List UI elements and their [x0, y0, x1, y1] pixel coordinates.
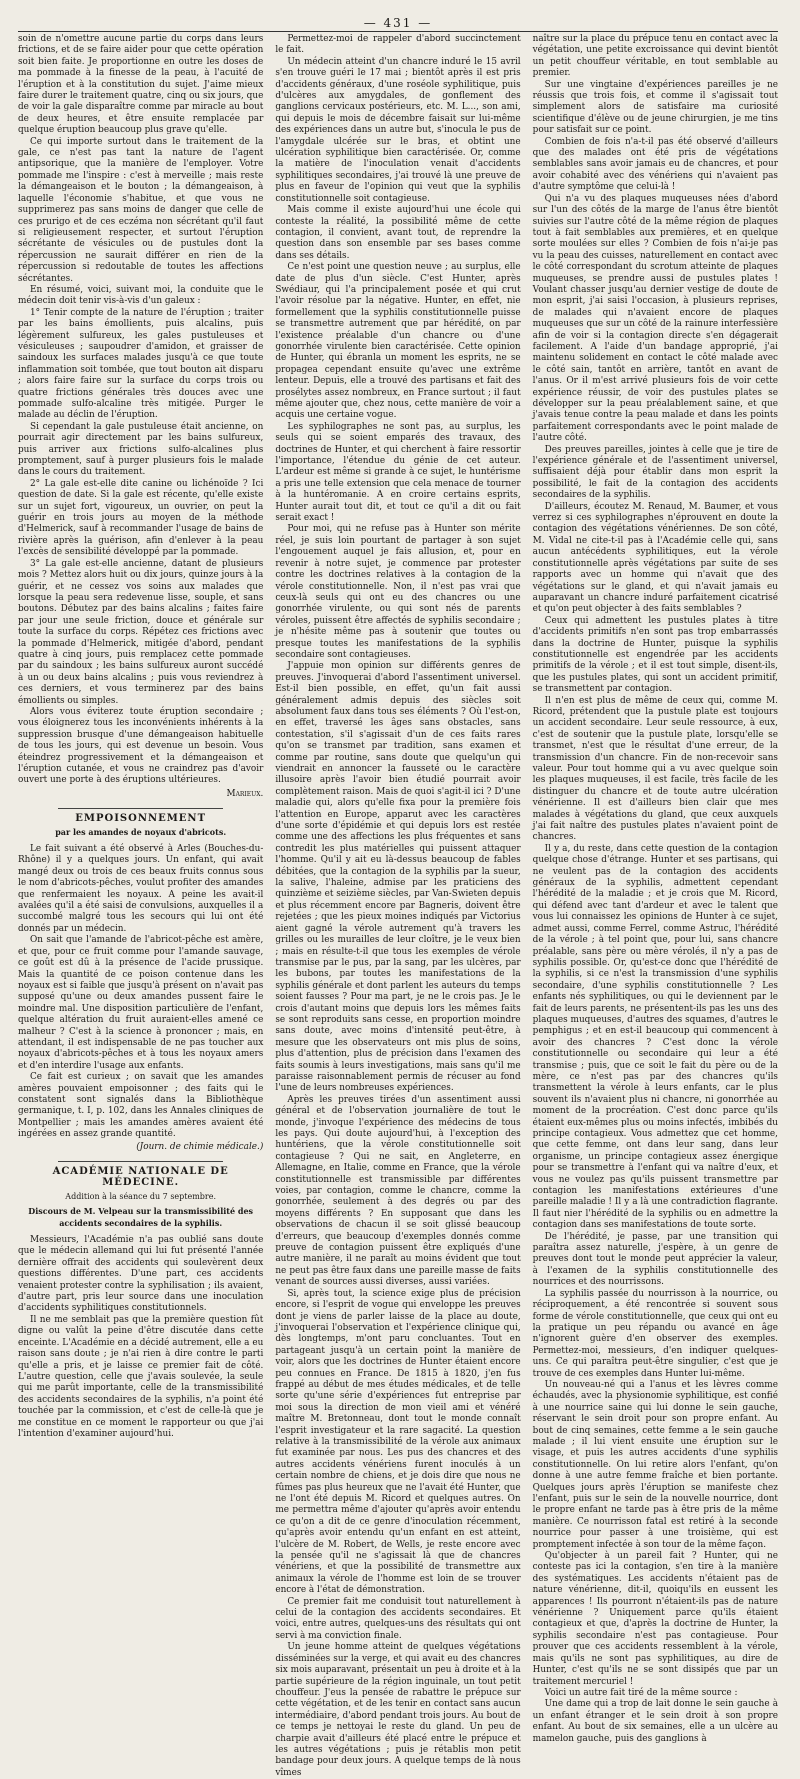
column-1 — [18, 34, 264, 1439]
paragraph: Il ne me semblait pas que la première question fût digne ou valût la peine d'être discutée dans cette enceinte. L'Académie en a décidé autrement, elle a eu raison sans doute ; je n'ai rien à dire contre le parti qu'elle a pris, et je laisse ce premier fait de côté. L'autre question, celle que j'avais soulevée, la seule qui me parût importante, celle de la transmissibilité des accidents secondaires de la syphilis, n'a point été touchée par la commission, et c'est de celle-là que je me constitue en ce moment le rapporteur ou que j'ai l'intention d'examiner aujourd'hui. — [18, 1314, 264, 1439]
section-divider — [58, 1161, 223, 1162]
paragraph: Combien de fois n'a-t-il pas été observé d'ailleurs que des malades ont été pris de végétations semblables sans avoir jamais eu de chancres, et pour avoir cohabité avec des vénériens qui n'avaient pas d'autre symptôme que celui-là ! — [532, 136, 778, 193]
paragraph: J'appuie mon opinion sur différents genres de preuves. J'invoquerai d'abord l'assentiment universel. Est-il bien possible, en effet, qu'un fait aussi généralement admis depuis des siècles soit absolument faux dans tous ses éléments ? Où l'est-on, en effet, traversé les âges sans obstacles, sans contestation, s'il s'agissait d'un de ces faits rares qu'on se transmet par tradition, sans examen et comme par routine, sans doute que quelqu'un qui viendrait en annoncer la fausseté ou le caractère illusoire après l'avoir bien étudié pourrait avoir complètement raison. Mais de quoi s'agit-il ici ? D'une maladie qui, alors qu'elle fixa pour la première fois l'attention en Europe, apparut avec les caractères d'une sorte d'épidémie et qui depuis lors est restée comme une des affections les plus fréquentes et sans contredit les plus matérielles qui puissent attaquer l'homme. Qu'il y ait eu là-dessus beaucoup de fables débitées, que la contagion de la syphilis par la sueur, la salive, l'haleine, admise par les praticiens des quinzième et seizième siècles, par Van-Swieten depuis et plus récemment encore par Bagneris, doivent être rejetées ; que les pieux moines indiqués par Victorius aient gagné la vérole autrement qu'à travers les grilles ou les murailles de leur cloître, je le veux bien ; mais en résulte-t-il que tous les exemples de vérole transmise par le pus, par la sang, par les ulcères, par les bubons, par toutes les manifestations de la syphilis générale et dont parlent les auteurs du temps soient fausses ? Pour ma part, je ne le crois pas. Je le crois d'autant moins que depuis lors les mêmes faits se sont reproduits sans cesse, en proportion moindre sans doute, avec moins d'intensité peut-être, à mesure que les observateurs ont mis plus de soins, plus d'attention, plus de précision dans l'examen des faits soumis à leurs investigations, mais sans qu'il me paraisse raisonnablement permis de récuser au fond l'une de leurs nombreuses expériences. — [275, 661, 521, 1094]
page-number: — 431 — — [363, 16, 433, 30]
paragraph: Voici un autre fait tiré de la même source : — [544, 1687, 738, 1698]
paragraph: Pour moi, qui ne refuse pas à Hunter son mérite réel, je suis loin pourtant de partager à son sujet l'engouement auquel je fais allusion, et, pour en revenir à notre sujet, je commence par protester contre les doctrines relatives à la contagion de la vérole constitutionnelle. Non, il n'est pas vrai que ceux-là seuls qui ont eu des chancres ou une gonorrhée virulente, ou qui sont nés de parents véroles, puissent être affectés de syphilis secondaire ; je n'hésite même pas à soutenir que toutes ou presque toutes les manifestations de la syphilis secondaire sont contagieuses. — [275, 524, 521, 660]
paragraph: naître sur la place du prépuce tenu en contact avec la végétation, une petite excroissance qui devint bientôt un petit chouffeur véritable, en tout semblable au premier. — [532, 34, 778, 79]
column-3 — [532, 34, 778, 1744]
paragraph: 3° La gale est-elle ancienne, datant de plusieurs mois ? Mettez alors huit ou dix jours, quinze jours à la guérir, et ne cessez vos soins aux malades que lorsque la peau sera redevenue lisse, souple, et sans boutons. Débutez par des bains alcalins ; faites faire par jour une seule friction, douce et générale sur toute la surface du corps. Répétez ces frictions avec la pommade d'Helmerick, mitigée d'abord, pendant quatre à cinq jours, puis remplacez cette pommade par du saindoux ; les bains sulfureux auront succédé à un ou deux bains alcalins ; puis vous reviendrez à ces derniers, et vous terminerez par des bains émollients ou simples. — [18, 558, 264, 706]
paragraph: Un nouveau-né qui a l'anus et les lèvres comme échaudés, avec la physionomie syphilitique, est confié à une nourrice saine qui lui donne le sein gauche, réservant le sein droit pour son propre enfant. Au bout de cinq semaines, cette femme a le sein gauche malade ; il lui vient ensuite une éruption sur le visage, et puis les autres accidents d'une syphilis constitutionnelle. On lui retire alors l'enfant, qu'on donne à une autre femme fraîche et bien portante. Quelques jours après l'éruption se manifeste chez l'enfant, puis sur le sein de la nouvelle nourrice, dont le propre enfant ne tarde pas à être pris de la même manière. Ce nourrisson fatal est retiré à la seconde nourrice pour passer à une troisième, qui est promptement infectée à son tour de la même façon. — [532, 1379, 778, 1550]
paragraph: Après les preuves tirées d'un assentiment aussi général et de l'observation journalière de tout le monde, j'invoque l'expérience des médecins de tous les pays. Qui doute aujourd'hui, à l'exception des huntériens, que la vérole constitutionnelle soit contagieuse ? Qui ne sait, en Angleterre, en Allemagne, en Italie, comme en France, que la vérole constitutionnelle est transmissible par différentes voies, par contagion, comme le chancre, comme la gonorrhée, seulement à des degrés ou par des moyens différents ? En supposant que dans les observations de chacun il se soit glissé beaucoup d'erreurs, que beaucoup d'exemples donnés comme preuve de contagion puissent être expliqués d'une autre manière, il ne paraît au moins évident que tout ne peut pas être faux dans une pareille masse de faits venant de sources aussi diverses, aussi variées. — [275, 1094, 521, 1288]
paragraph: Si cependant la gale pustuleuse était ancienne, on pourrait agir directement par les bains sulfureux, puis arriver aux frictions sulfo-alcalines plus promptement, sauf à purger plusieurs fois le malade dans le cours du traitement. — [18, 421, 264, 478]
paragraph: Mais comme il existe aujourd'hui une école qui conteste la réalité, la possibilité même de cette contagion, il convient, avant tout, de reprendre la question dans son ensemble par ses bases comme dans ses détails. — [275, 205, 521, 261]
paragraph: Sur une vingtaine d'expériences pareilles je ne réussis que trois fois, et comme il s'agissait tout simplement alors de satisfaire ma curiosité scientifique d'élève ou de jeune chirurgien, je me tins pour satisfait sur ce point. — [532, 79, 778, 136]
paragraph: Si, après tout, la science exige plus de précision encore, si l'esprit de vogue qui enveloppe les preuves dont je viens de parler laisse de la place au doute, j'invoquerai l'observation et l'expérience clinique qui, dès longtemps, m'ont paru concluantes. Tout en partageant jusqu'à un certain point la manière de voir, alors que les doctrines de Hunter étaient encore peu connues en France. De 1815 à 1820, j'en fus frappé au début de mes études médicales, et de telle sorte qu'une série d'expériences fut entreprise par moi sous la direction de mon vieil ami et vénéré maître M. Bretonneau, dont tout le monde connaît l'esprit investigateur et la rare sagacité. La question relative à la transmissibilité de la vérole aux animaux fut examinée par nous. Les pus des chancres et des autres accidents vénériens furent inoculés à un certain nombre de chiens, et je dois dire que nous ne fûmes pas plus heureux que ne l'avait été Hunter, que ne l'ont été depuis M. Ricord et quelques autres. On me permettra même d'ajouter qu'après avoir entendu ce qu'on a dit de ce genre d'inoculation récemment, qu'après avoir entendu qu'un enfant en est atteint, l'ulcère de M. Robert, de Wells, je reste encore avec la pensée qu'il ne s'agissait là que de chancres vénériens, et que la possibilité de transmettre aux animaux la vérole de l'homme est loin de se trouver encore à l'état de démonstration. — [275, 1288, 521, 1596]
paragraph: Les syphilographes ne sont pas, au surplus, les seuls qui se soient emparés des travaux, des doctrines de Hunter, et qui cherchent à faire ressortir l'importance, l'étendue du génie de cet auteur. L'ardeur est même si grande à ce sujet, le huntérisme a pris une telle extension que cela menace de tourner à la huntéromanie. A en croire certains esprits, Hunter aurait tout dit, et tout ce qu'il a dit ou fait serait exact ! — [275, 421, 521, 524]
section-subtitle: par les amandes de noyaux d'abricots. — [55, 826, 227, 837]
paragraph: Ceux qui admettent les pustules plates à titre d'accidents primitifs n'en sont pas trop embarrassés dans la doctrine de Hunter, puisque la syphilis constitutionnelle est engendrée par les accidents primitifs de la vérole ; et il est tout simple, disent-ils, que les pustules plates, qui sont un accident primitif, se transmettent par contagion. — [532, 615, 778, 695]
paragraph: Un médecin atteint d'un chancre induré le 15 avril s'en trouve guéri le 17 mai ; bientôt après il est pris d'accidents généraux, d'une roséole syphilitique, puis d'ulcères aux amygdales, de gonflement des ganglions cervicaux postérieurs, etc. M. L..., son ami, qui depuis le mois de décembre faisait sur lui-même des expériences dans un autre but, s'inocula le pus de l'amygdale ulcérée sur le bras, et obtint une ulcération syphilitique bien caractérisée. Or, comme la matière de l'inoculation venait d'accidents syphilitiques secondaires, j'ai trouvé là une preuve de plus en faveur de l'opinion qui veut que la syphilis constitutionnelle soit contagieuse. — [275, 56, 521, 204]
paragraph: Alors vous éviterez toute éruption secondaire ; vous éloignerez tous les inconvénients inhérents à la suppression brusque d'une démangeaison habituelle de tous les jours, qui est devenue un besoin. Vous éteindrez progressivement et la démangeaison et l'éruption cutanée, et vous ne craindrez pas d'avoir ouvert une porte à des éruptions ultérieures. — [18, 706, 264, 786]
section-subtitle: Addition à la séance du 7 septembre. — [65, 1191, 217, 1201]
section-title: ACADÉMIE NATIONALE DE MÉDECINE. — [52, 1166, 229, 1189]
section-divider — [58, 808, 223, 809]
paragraph: Ce qui importe surtout dans le traitement de la gale, ce n'est pas tant la nature de l'agent antipsorique, que la manière de l'employer. Votre pommade me l'inspire : c'est à merveille ; mais reste la démangeaison et le bouton ; la démangeaison, à laquelle l'économie s'habitue, et que vous ne supprimerez pas sans moins de danger que celle de ces prurigo et de ces eczéma non sécrétant qu'il faut si religieusement respecter, et surtout l'éruption sécrétante de vésicules ou de pustules dont la répercussion ne saurait différer en rien de la répercussion si redoutable de toutes les affections sécrétantes. — [18, 136, 264, 284]
paragraph: 1° Tenir compte de la nature de l'éruption ; traiter par les bains émollients, puis alcalins, puis légèrement sulfureux, les gales pustuleuses et vésiculeuses ; saupoudrer d'amidon, et graisser de saindoux les surfaces malades jusqu'à ce que toute inflammation soit tombée, que tout bouton ait disparu ; alors faire faire sur la surface du corps trois ou quatre frictions générales très douces avec une pommade sulfo-alcaline très mitigée. Purger le malade au déclin de l'éruption. — [18, 307, 264, 421]
paragraph: De l'hérédité, je passe, par une transition qui paraîtra assez naturelle, j'espère, à un genre de preuves dont tout le monde peut apprécier la valeur, à l'examen de la syphilis constitutionnelle des nourrices et des nourrissons. — [532, 1231, 778, 1288]
signature: Marieux. — [226, 788, 264, 799]
paragraph: Il y a, du reste, dans cette question de la contagion quelque chose d'étrange. Hunter et ses partisans, qui ne veulent pas de la contagion des accidents généraux de la syphilis, admettent cependant l'hérédité de la maladie ; et je crois que M. Ricord, qui défend avec tant d'ardeur et avec le talent que vous lui connaissez les opinions de Hunter à ce sujet, admet aussi, comme Ferrel, comme Astruc, l'hérédité de la vérole ; à tel point que, pour lui, sans chancre préalable, sans père ou mère vérolés, il n'y a pas de syphilis possible. Or, qu'est-ce donc que l'hérédité de la syphilis, si ce n'est la transmission d'une syphilis secondaire, d'une syphilis constitutionnelle ? Les enfants nés syphilitiques, ou qui le deviennent par le fait de leurs parents, ne présentent-ils pas les uns des plaques muqueuses, d'autres des squames, d'autres le pemphigus ; et en est-il beaucoup qui commencent à avoir des chancres ? C'est donc la vérole constitutionnelle ou secondaire qui leur a été transmise ; puis, que ce soit le fait du père ou de la mère, ce n'est pas par des chancres qu'ils transmettent la vérole à leurs enfants, car le plus souvent ils n'avaient plus ni chancre, ni gonorrhée au moment de la procréation. C'est donc parce qu'ils étaient eux-mêmes plus ou moins infectés, imbibés du principe contagieux. Vous admettez que cet homme, que cette femme, ont dans leur sang, dans leur organisme, un principe contagieux assez énergique pour se transmettre à l'enfant qui va naître d'eux, et vous ne voulez pas qu'ils puissent transmettre par contagion les manifestations extérieures d'une pareille maladie ! Il y a là une contradiction flagrante. Il faut nier l'hérédité de la syphilis ou en admettre la contagion dans ses manifestations de toute sorte. — [532, 843, 778, 1231]
paragraph: 2° La gale est-elle dite canine ou lichénoïde ? Ici question de date. Si la gale est récente, qu'elle existe sur un sujet fort, vigoureux, un ouvrier, on peut la guérir en trois jours au moyen de la méthode d'Helmerick, sauf à recommander l'usage de bains de rivière après la guérison, afin d'enlever à la peau l'excès de sensibilité développé par la pommade. — [18, 478, 264, 558]
source-citation: (Journ. de chimie médicale.) — [136, 1141, 264, 1152]
paragraph: La syphilis passée du nourrisson à la nourrice, ou réciproquement, a été rencontrée si souvent sous forme de vérole constitutionnelle, que ceux qui ont eu la pratique un peu répandu ou avancé en âge n'ignorent guère d'en observer des exemples. Permettez-moi, messieurs, d'en indiquer quelques-uns. Ce qui paraîtra peut-être singulier, c'est que je trouve de ces exemples dans Hunter lui-même. — [532, 1288, 778, 1379]
paragraph: En résumé, voici, suivant moi, la conduite que le médecin doit tenir vis-à-vis d'un galeux : — [18, 284, 264, 307]
paragraph: Permettez-moi de rappeler d'abord succinctement le fait. — [275, 34, 521, 56]
paragraph: D'ailleurs, écoutez M. Renaud, M. Baumer, et vous verrez si ces syphilographes n'éprouvent en doute la contagion des végétations vénériennes. De son côté, M. Vidal ne cite-t-il pas à l'Académie celle qui, sans aucun antécédents syphilitiques, eut la vérole constitutionnelle après végétations par suite de ses rapports avec un homme qui n'avait que des végétations sur le gland, et qui n'avait jamais eu auparavant un chancre induré parfaitement cicatrisé et qu'on peut objecter à des faits semblables ? — [532, 501, 778, 615]
paragraph: Des preuves pareilles, jointes à celle que je tire de l'expérience générale et de l'assentiment universel, suffisaient déjà pour établir dans mon esprit la possibilité, le fait de la contagion des accidents secondaires de la syphilis. — [532, 444, 778, 501]
paragraph: Le fait suivant a été observé à Arles (Bouches-du-Rhône) il y a quelques jours. Un enfant, qui avait mangé deux ou trois de ces beaux fruits connus sous le nom d'abricots-pêches, voulut profiter des amandes que renfermaient les noyaux. A peine les avait-il avalées qu'il a été saisi de convulsions, auxquelles il a succombé malgré tous les secours qui lui ont été donnés par un médecin. — [18, 844, 264, 934]
columns — [18, 34, 778, 1778]
header-rule — [18, 31, 778, 32]
paragraph: soin de n'omettre aucune partie du corps dans leurs frictions, et de se faire aider pour que cette opération soit bien faite. Je proportionne en outre les doses de ma pommade à la finesse de la peau, à l'acuité de l'éruption et à la constitution du sujet. J'aime mieux faire durer le traitement quatre, cinq ou six jours, que de voir la gale disparaître comme par miracle au bout de deux heures, et être ensuite remplacée par quelque éruption beaucoup plus grave qu'elle. — [18, 34, 264, 136]
paragraph: Il n'en est plus de même de ceux qui, comme M. Ricord, prétendent que la pustule plate est toujours un accident secondaire. Leur seule ressource, à eux, c'est de soutenir que la pustule plate, lorsqu'elle se transmet, n'est que le résultat d'une erreur, de la transmission d'un chancre. Fin de non-recevoir sans valeur. Pour tout homme qui a vu avec quelque soin les plaques muqueuses, il est facile, très facile de les distinguer du chancre et de toute autre ulcération vénérienne. Il est d'ailleurs bien clair que mes malades à végétations du gland, que ceux auxquels j'ai fait naître des pustules plates n'avaient point de chancres. — [532, 695, 778, 843]
paragraph: Un jeune homme atteint de quelques végétations disséminées sur la verge, et qui avait eu des chancres six mois auparavant, présentait un peu à droite et à la partie supérieure de la région inguinale, un tout petit chouffeur. J'eus la pensée de rabattre le prépuce sur cette végétation, et de les tenir en contact sans aucun intermédiaire, d'abord pendant trois jours. Au bout de ce temps je nettoyai le reste du gland. Un peu de charpie avait d'ailleurs été placé entre le prépuce et les autres végétations ; puis je rétablis mon petit bandage pour deux jours. A quelque temps de là nous vîmes — [275, 1642, 521, 1778]
section-subtitle: Discours de M. Velpeau sur la transmissibilité des accidents secondaires de la syphilis. — [28, 1206, 254, 1228]
paragraph: Qu'objecter à un pareil fait ? Hunter, qui ne conteste pas ici la contagion, s'en tire à la manière des systématiques. Les accidents n'étaient pas de nature vénérienne, dit-il, quoiqu'ils en eussent les apparences ! Ils pourront n'étaient-ils pas de nature vénérienne ? Uniquement parce qu'ils étaient contagieux et que, d'après la doctrine de Hunter, la syphilis secondaire n'est pas contagieuse. Pour prouver que ces accidents ressemblent à la vérole, mais qu'ils ne sont pas syphilitiques, au dire de Hunter, c'est qu'ils ne se sont dissipés que par un traitement mercuriel ! — [532, 1551, 778, 1687]
paragraph: Messieurs, l'Académie n'a pas oublié sans doute que le médecin allemand qui lui fut présenté l'année dernière offrait des accidents qui soulevèrent deux questions différentes. D'une part, ces accidents venaient protester contre la syphilisation ; ils avaient, d'autre part, pris leur source dans une inoculation d'accidents syphilitiques constitutionnels. — [18, 1235, 264, 1314]
paragraph: Ce fait est curieux ; on savait que les amandes amères pouvaient empoisonner ; des faits qui le constatent sont signalés dans la Bibliothèque germanique, t. I, p. 102, dans les Annales cliniques de Montpellier ; mais les amandes amères avaient été ingérées en assez grande quantité. — [18, 1072, 264, 1140]
paragraph: Une dame qui a trop de lait donne le sein gauche à un enfant étranger et le sein droit à son propre enfant. Au bout de six semaines, elle a un ulcère au mamelon gauche, puis des ganglions à — [532, 1699, 778, 1744]
paragraph: Qui n'a vu des plaques muqueuses nées d'abord sur l'un des côtés de la marge de l'anus être bientôt suivies sur l'autre côté de la même région de plaques tout à fait semblables aux premières, et en quelque sorte moulées sur elles ? Combien de fois n'ai-je pas vu la peau des cuisses, naturellement en contact avec le côté correspondant du scrotum atteinte de plaques muqueuses, se prendre aussi de pustules plates ! Voulant chasser jusqu'au dernier vestige de doute de mon esprit, j'ai saisi l'occasion, à plusieurs reprises, de malades qui n'avaient encore de plaques muqueuses que sur un côté de la rainure interfessière afin de voir si la contagion directe s'en dégagerait facilement. A l'aide d'un bandage approprié, j'ai maintenu solidement en contact le côté malade avec le côté sain, tantôt en arrière, tantôt en avant de l'anus. Or il m'est arrivé plusieurs fois de voir cette expérience réussir, de voir des pustules plates se développer sur la peau préalablement saine, et que j'avais tenue contre la peau malade et dans les points parfaitement correspondants avec le point malade de l'autre côté. — [532, 193, 778, 444]
section-title: EMPOISONNEMENT — [75, 813, 207, 825]
paragraph: Ce premier fait me conduisit tout naturellement à celui de la contagion des accidents secondaires. Et voici, entre autres, quelques-uns des résultats qui ont servi à ma conviction finale. — [275, 1596, 521, 1641]
column-2 — [275, 34, 521, 1778]
paragraph: Ce n'est point une question neuve ; au surplus, elle date de plus d'un siècle. C'est Hunter, après Swédiaur, qui l'a principalement posée et qui crut l'avoir résolue par la négative. Hunter, en effet, nie formellement que la syphilis constitutionnelle puisse se transmettre autrement que par hérédité, on par l'existence préalable d'un chancre ou d'une gonorrhée virulente bien caractérisée. Cette opinion de Hunter, qui ébranla un moment les esprits, ne se propagea cependant ensuite qu'avec une extrême lenteur. Depuis, elle a trouvé des partisans et fait des prosélytes assez nombreux, en France surtout ; il faut même ajouter que, chez nous, cette manière de voir a acquis une certaine vogue. — [275, 262, 521, 421]
paragraph: On sait que l'amande de l'abricot-pêche est amère, et que, pour ce fruit comme pour l'amande sauvage, ce goût est dû à la présence de l'acide prussique. Mais la quantité de ce poison contenue dans les noyaux est si faible que jusqu'à présent on n'avait pas supposé qu'une ou deux amandes pussent faire le moindre mal. Une disposition particulière de l'enfant, quelque altération du fruit auraient-elles amené ce malheur ? C'est à la science à prononcer ; mais, en attendant, il est indispensable de ne pas toucher aux noyaux d'abricots-pêches et à tous les noyaux amers et d'en interdire l'usage aux enfants. — [18, 935, 264, 1071]
